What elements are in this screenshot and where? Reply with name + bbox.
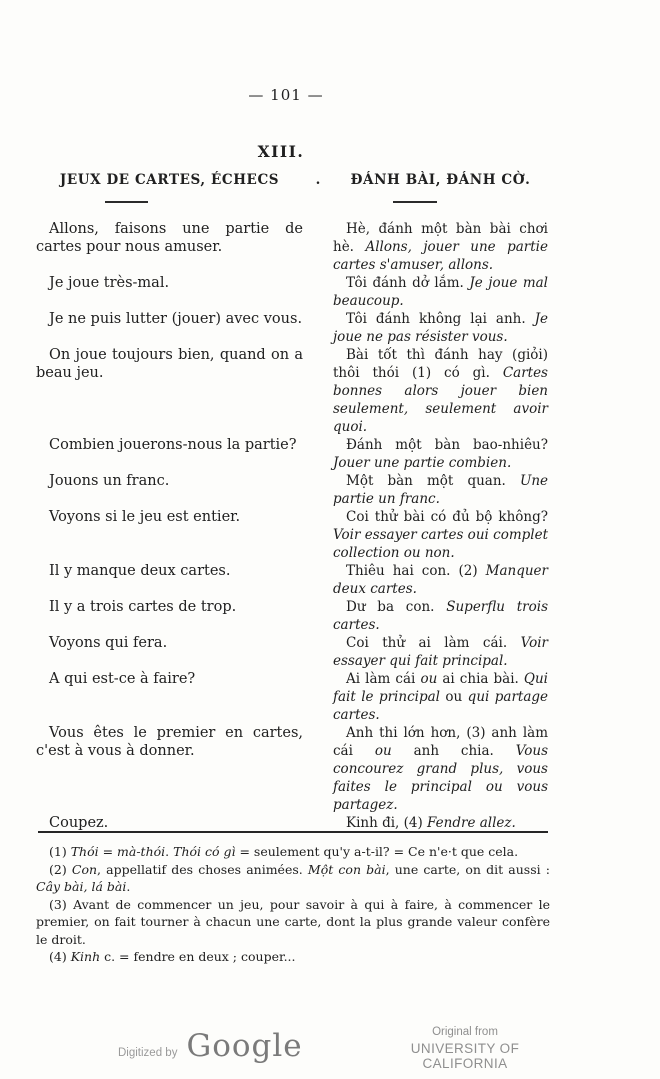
italic-gloss-text: ou (420, 671, 438, 687)
italic-gloss-text: Voir essayer cartes oui complet collection ou non. (333, 527, 548, 561)
french-phrase: Il y manque deux cartes. (49, 563, 231, 579)
vietnamese-phrase (333, 634, 548, 670)
phrase-pair-row (36, 220, 548, 274)
french-column-heading: JEUX DE CARTES, ÉCHECS (59, 172, 280, 188)
phrase-text: Một bàn một quan. (346, 473, 520, 489)
italic-gloss-text: Kinh (70, 949, 101, 964)
vietnamese-phrase (333, 220, 548, 274)
digitized-by-label: Digitized by (118, 1047, 178, 1059)
french-phrase: Je ne puis lutter (jouer) avec vous. (49, 311, 303, 327)
phrase-text: (3) Avant de commencer un jeu, pour savoir à qui à faire, à commencer le premier, on fait tourner à chacun une carte, dont la plus grande valeur confère le droit. (36, 896, 550, 947)
vietnamese-phrase (333, 598, 548, 634)
italic-gloss-text: qui partage cartes. (333, 689, 549, 723)
phrase-text: ou (439, 689, 468, 705)
vietnamese-phrase (333, 472, 548, 508)
italic-gloss-text: Con (71, 861, 98, 877)
vietnamese-phrase (333, 310, 548, 346)
phrase-pair-row (36, 724, 548, 814)
italic-gloss-text: Thói (70, 844, 99, 859)
phrase-pair-row (36, 508, 548, 562)
phrase-text: Đánh một bàn bao-nhiêu? (346, 437, 548, 453)
french-phrase: Coupez. (49, 815, 109, 831)
footnote (36, 861, 550, 896)
right-heading-rule (393, 201, 437, 203)
phrase-text: Ai làm cái (346, 671, 421, 687)
french-phrase: Jouons un franc. (49, 473, 170, 489)
italic-gloss-text: Voir essayer qui fait principal. (333, 635, 548, 669)
vietnamese-phrase (333, 436, 548, 472)
university-label: UNIVERSITY OF CALIFORNIA (410, 1041, 520, 1071)
vietnamese-phrase (333, 562, 548, 598)
french-phrase: Allons, faisons une partie de cartes pour nous amuser. (36, 221, 303, 255)
italic-gloss-text: Superflu trois cartes. (333, 599, 548, 633)
vietnamese-phrase (333, 274, 548, 310)
phrase-pair-row (36, 472, 548, 508)
phrase-text: Bài tốt thì đánh hay (giỏi) thôi thói (1) có gì. (333, 347, 548, 381)
phrase-text: Coi thử ai làm cái. (346, 635, 521, 651)
phrase-text: Tôi đánh không lại anh. (346, 311, 535, 327)
phrase-text: ai chia bài. (437, 671, 524, 687)
phrase-text: . (165, 844, 174, 859)
french-phrase: Voyons qui fera. (49, 635, 168, 651)
phrase-pair-row (36, 598, 548, 634)
phrase-text: Kinh đi, (4) (346, 815, 428, 831)
vietnamese-phrase (333, 346, 548, 436)
heading-separator-dot: . (315, 172, 321, 188)
phrase-pair-row (36, 436, 548, 472)
italic-gloss-text: Allons, jouer une partie cartes s'amuser, allons. (333, 239, 548, 273)
vietnamese-phrase (333, 508, 548, 562)
italic-gloss-text: Thói có gì (173, 844, 236, 859)
vietnamese-phrase (333, 670, 548, 724)
phrase-text: c. = fendre en deux ; couper... (100, 949, 296, 964)
phrase-text: Hè, đánh một bàn bài chơi hè. (333, 221, 548, 255)
vietnamese-column-heading: ĐÁNH BÀI, ĐÁNH CỜ. (350, 172, 531, 188)
italic-gloss-text: Je joue ne pas résister vous. (333, 311, 548, 345)
vietnamese-phrase (333, 814, 548, 832)
phrase-pair-row (36, 562, 548, 598)
phrase-text: Tôi đánh dở lắm. (346, 275, 470, 291)
italic-gloss-text: Je joue mal beaucoup. (333, 275, 549, 309)
italic-gloss-text: Jouer une partie combien. (333, 455, 512, 471)
italic-gloss-text: Một con bài (307, 861, 386, 877)
phrase-text: Thiêu hai con. (2) (346, 563, 486, 579)
page-number: — 101 — (248, 86, 324, 104)
footnotes (36, 843, 550, 966)
italic-gloss-text: Une partie un franc. (333, 473, 548, 507)
french-phrase: Voyons si le jeu est entier. (49, 509, 241, 525)
french-phrase: Il y a trois cartes de trop. (49, 599, 237, 615)
french-phrase: Combien jouerons-nous la partie? (49, 437, 297, 453)
library-watermark (372, 1026, 558, 1071)
phrase-text: . (126, 879, 131, 894)
phrase-pair-row (36, 346, 548, 436)
original-from-label: Original from (432, 1026, 498, 1038)
italic-gloss-text: mà-thói (117, 844, 166, 859)
french-phrase: Vous êtes le premier en cartes, c'est à vous à donner. (36, 725, 303, 759)
phrase-text: (2) (49, 861, 72, 877)
italic-gloss-text: ou (374, 743, 392, 759)
italic-gloss-text: Qui fait le principal (333, 671, 548, 705)
footnote (36, 948, 550, 966)
phrase-text: (4) (49, 949, 71, 964)
phrase-text: = seulement qu'y a-t-il? = Ce n'e·t que cela. (235, 844, 519, 859)
google-logo: Google (186, 1028, 303, 1064)
italic-gloss-text: Fendre allez. (427, 815, 516, 831)
phrase-text: , une carte, on dit aussi : (385, 861, 551, 877)
phrase-pair-row (36, 634, 548, 670)
phrase-pairs (36, 220, 548, 832)
phrase-pair-row (36, 814, 548, 832)
phrase-text: (1) (49, 844, 71, 859)
italic-gloss-text: Vous concourez grand plus, vous faites le principal ou vous partagez. (333, 743, 549, 813)
italic-gloss-text: Cartes bonnes alors jouer bien seulement, seulement avoir quoi. (333, 365, 548, 435)
italic-gloss-text: Manquer deux cartes. (333, 563, 548, 597)
left-heading-rule (105, 201, 148, 203)
footnote (36, 843, 550, 861)
french-phrase: Je joue très-mal. (49, 275, 170, 291)
phrase-pair-row (36, 310, 548, 346)
phrase-pair-row (36, 274, 548, 310)
phrase-pair-row (36, 670, 548, 724)
phrase-text: , appellatif des choses animées. (97, 861, 308, 877)
phrase-text: Anh thi lớn hơn, (3) anh làm cái (333, 725, 548, 759)
footnote (36, 896, 550, 949)
french-phrase: On joue toujours bien, quand on a beau jeu. (36, 347, 303, 381)
phrase-text: Coi thử bài có đủ bộ không? (346, 509, 548, 525)
heading-rules (36, 201, 548, 204)
phrase-text: = (98, 844, 118, 859)
column-headings (36, 172, 548, 188)
vietnamese-phrase (333, 724, 548, 814)
footnote-separator-rule (38, 831, 548, 833)
italic-gloss-text: Cây bài, lá bài (36, 879, 127, 894)
phrase-text: Dư ba con. (346, 599, 447, 615)
chapter-number: XIII. (257, 142, 305, 161)
french-phrase: A qui est-ce à faire? (49, 671, 196, 687)
phrase-text: anh chia. (391, 743, 516, 759)
google-watermark (118, 1028, 303, 1064)
